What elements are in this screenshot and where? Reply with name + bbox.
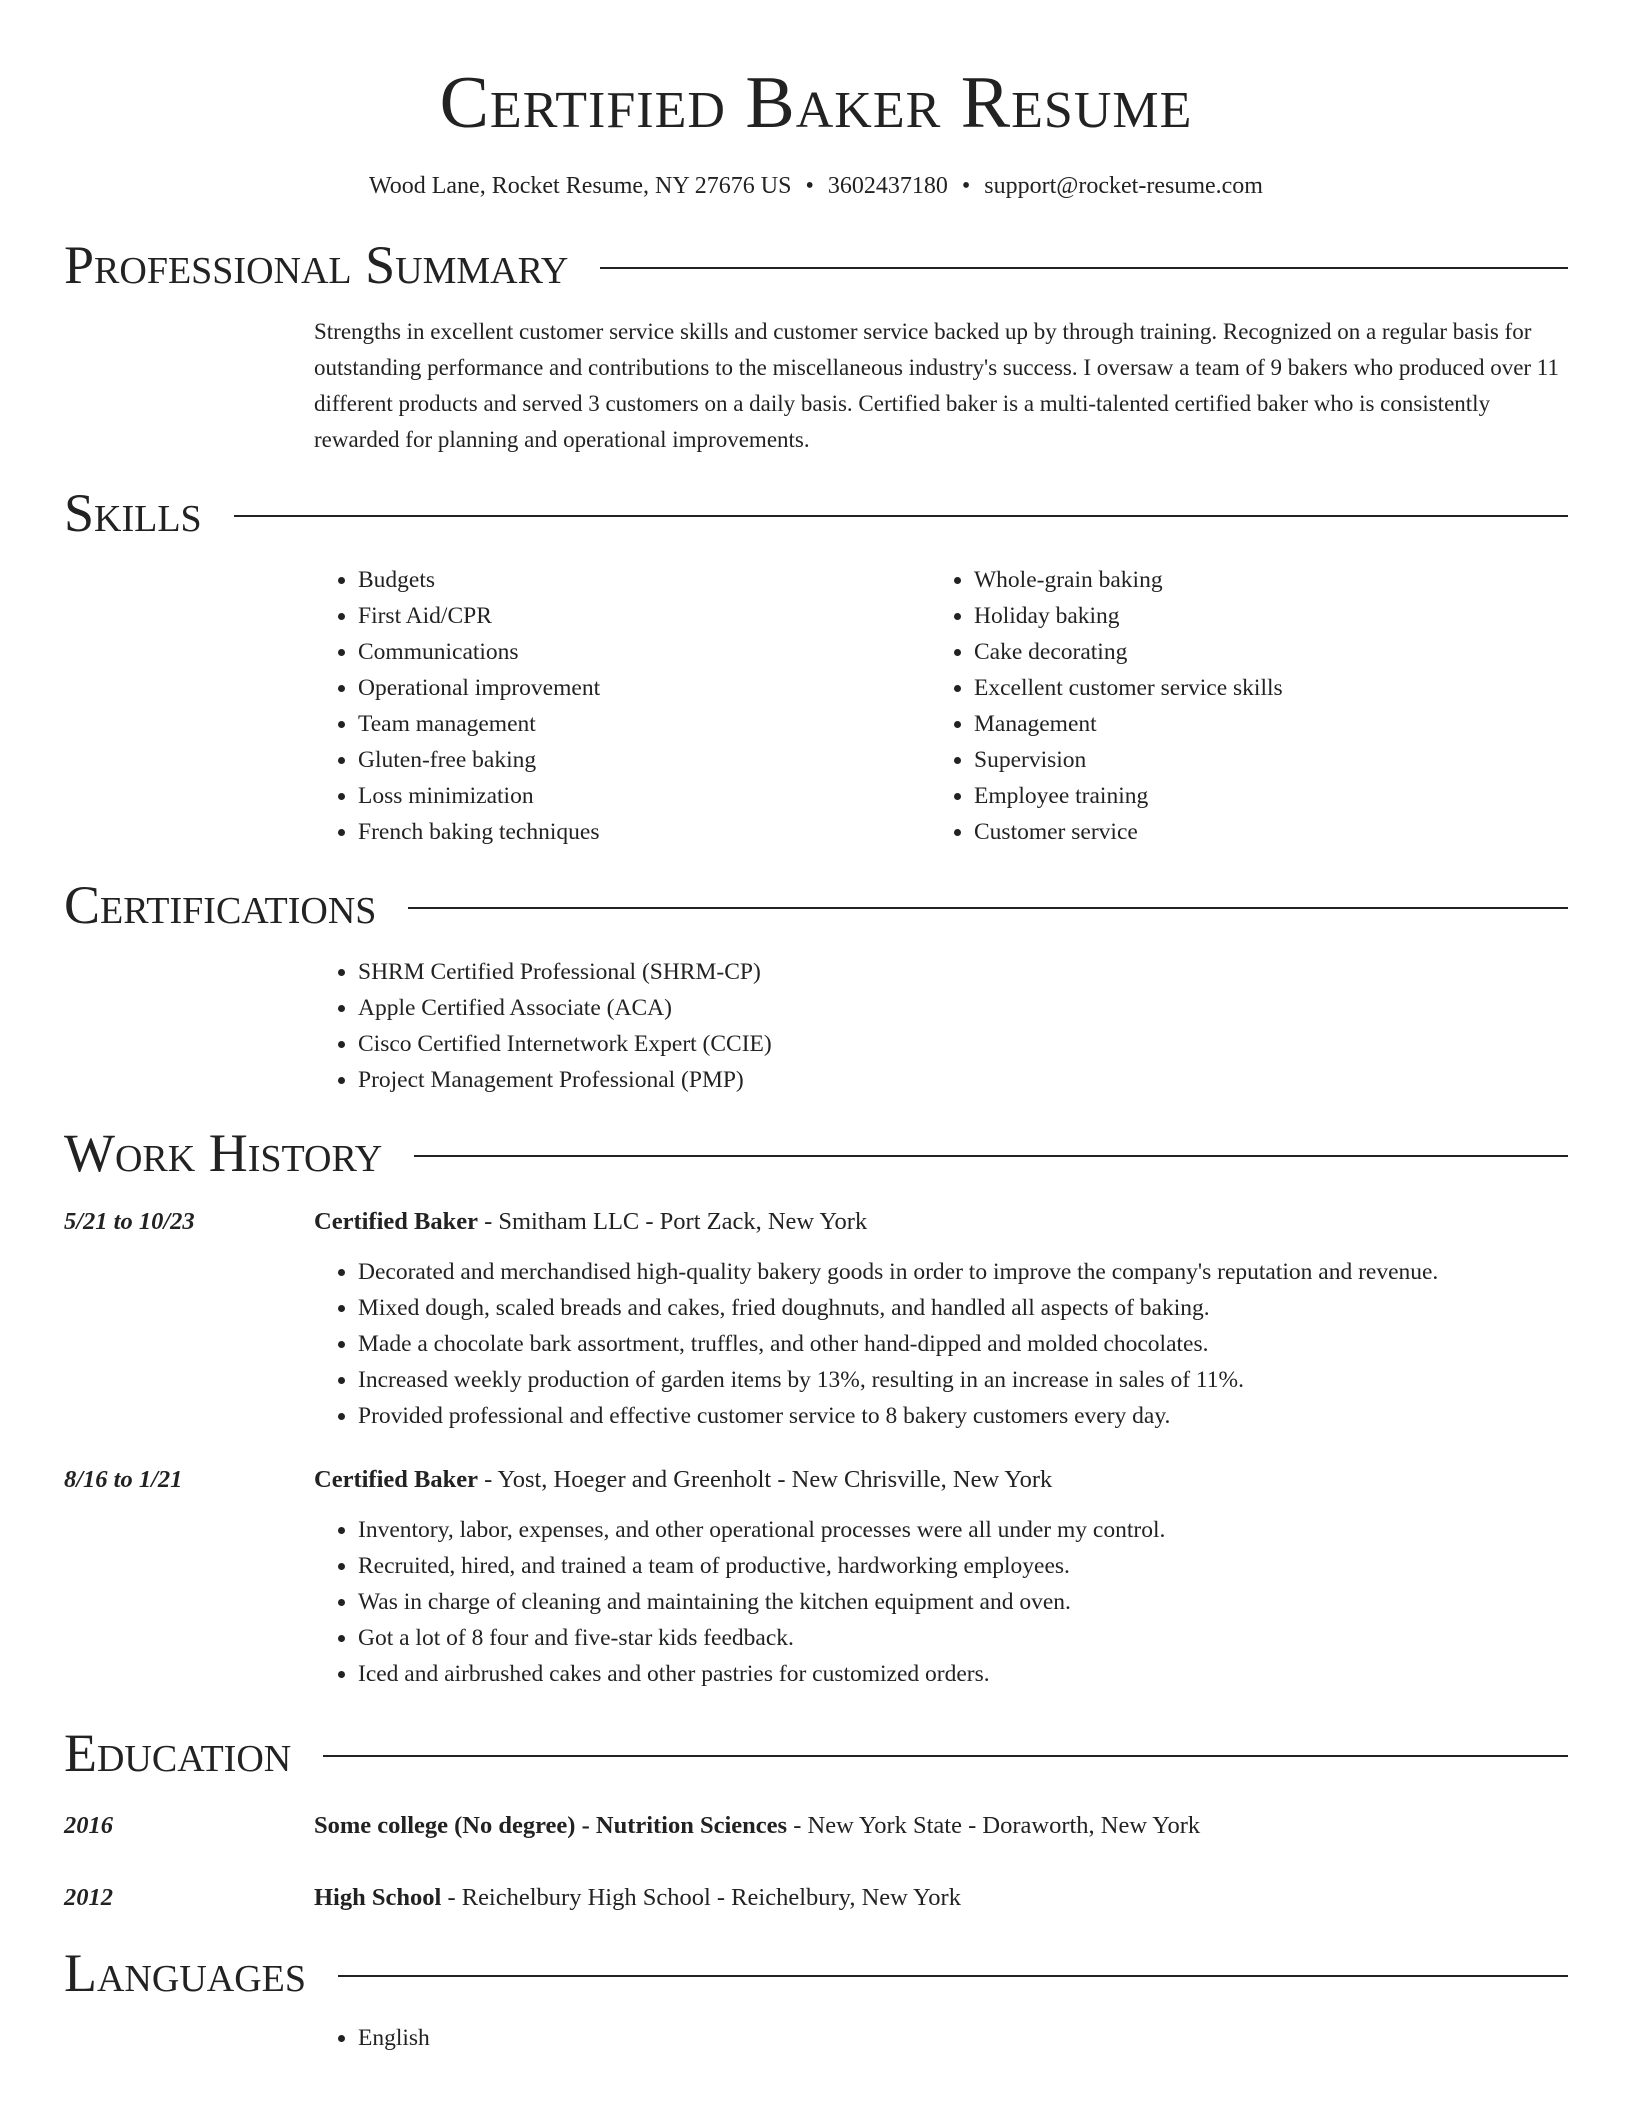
section-title-languages: Languages: [64, 1943, 306, 2003]
section-divider: [323, 1755, 1568, 1757]
section-header-work: [64, 1118, 1568, 1188]
skills-list-left: [314, 562, 930, 850]
skill-item: • First Aid/CPR: [358, 598, 930, 634]
resume-page: [64, 0, 1568, 2056]
section-title-skills: Skills: [64, 483, 202, 543]
certification-item: • SHRM Certified Professional (SHRM-CP): [358, 954, 1568, 990]
education-title-line: [314, 1880, 961, 1916]
job-company: - Smitham LLC - Port Zack, New York: [477, 1208, 868, 1235]
skills-grid: [314, 562, 1568, 850]
education-degree: Some college (No degree) - Nutrition Sciences: [314, 1812, 788, 1839]
job-bullet: • Was in charge of cleaning and maintaining the kitchen equipment and oven.: [358, 1584, 1568, 1620]
contact-separator: •: [961, 173, 971, 199]
certification-item: • Cisco Certified Internetwork Expert (CCIE): [358, 1026, 1568, 1062]
contact-separator: •: [805, 173, 814, 199]
certification-item: • Apple Certified Associate (ACA): [358, 990, 1568, 1026]
job-position: Certified Baker: [314, 1466, 478, 1493]
job-bullets: [314, 1512, 1568, 1692]
education-school: - Reichelbury High School - Reichelbury, New York: [441, 1884, 961, 1911]
section-header-summary: [64, 230, 1568, 300]
job-bullets-block: [314, 1254, 1568, 1434]
job-bullet: • Got a lot of 8 four and five-star kids feedback.: [358, 1620, 1568, 1656]
email: support@rocket-resume.com: [984, 173, 1263, 199]
section-title-certifications: Certifications: [64, 875, 377, 935]
section-header-education: [64, 1718, 1568, 1788]
section-divider: [234, 515, 1568, 517]
skill-item: • Operational improvement: [358, 670, 930, 706]
education-entry: [64, 1808, 1568, 1844]
job-entry: [64, 1462, 1568, 1692]
job-bullets-block: [314, 1512, 1568, 1692]
job-company: - Yost, Hoeger and Greenholt - New Chrisville, New York: [477, 1466, 1053, 1493]
job-bullet: • Decorated and merchandised high-quality bakery goods in order to improve the company's reputation and revenue.: [358, 1254, 1568, 1290]
skills-list-right: [930, 562, 1546, 850]
section-header-languages: [64, 1938, 1568, 2008]
section-header-certifications: [64, 870, 1568, 940]
skill-item: • Budgets: [358, 562, 930, 598]
skill-item: • Loss minimization: [358, 778, 930, 814]
skill-item: • Whole-grain baking: [974, 562, 1546, 598]
languages-block: [314, 2020, 1568, 2056]
skill-item: • Team management: [358, 706, 930, 742]
job-entry: [64, 1204, 1568, 1434]
job-position: Certified Baker: [314, 1208, 478, 1235]
summary-text: Strengths in excellent customer service skills and customer service backed up by through training. Recognized on a regular basis for outstanding performance and contributions to the miscellaneous industry's success. I oversaw a team of 9 bakers who produced over 11 different products and served 3 customers on a daily basis. Certified baker is a multi-talented certified baker who is consistently rewarded for planning and operational improvements.: [314, 319, 1559, 452]
skill-item: • Cake decorating: [974, 634, 1546, 670]
skill-item: • Customer service: [974, 814, 1546, 850]
work-history-list: [64, 1204, 1568, 1692]
language-item: • English: [358, 2020, 1568, 2056]
section-divider: [414, 1155, 1568, 1157]
job-bullet: • Recruited, hired, and trained a team of productive, hardworking employees.: [358, 1548, 1568, 1584]
contact-line: [64, 170, 1568, 202]
section-divider: [408, 907, 1568, 909]
job-bullet: • Iced and airbrushed cakes and other pastries for customized orders.: [358, 1656, 1568, 1692]
education-year: 2012: [64, 1884, 113, 1911]
job-bullet: • Inventory, labor, expenses, and other operational processes were all under my control.: [358, 1512, 1568, 1548]
skill-item: • Employee training: [974, 778, 1546, 814]
resume-title: Certified Baker Resume: [439, 62, 1193, 144]
education-degree: High School: [314, 1884, 442, 1911]
certifications-list: [314, 954, 1568, 1098]
job-header: [64, 1462, 1568, 1498]
address: Wood Lane, Rocket Resume, NY 27676 US: [369, 173, 792, 199]
job-dates: 8/16 to 1/21: [64, 1466, 183, 1493]
education-entry: [64, 1880, 1568, 1916]
education-school: - New York State - Doraworth, New York: [787, 1812, 1201, 1839]
job-bullets: [314, 1254, 1568, 1434]
section-divider: [600, 267, 1568, 269]
job-bullet: • Increased weekly production of garden items by 13%, resulting in an increase in sales of 11%.: [358, 1362, 1568, 1398]
job-header: [64, 1204, 1568, 1240]
education-title-line: [314, 1808, 1200, 1844]
skill-item: • Supervision: [974, 742, 1546, 778]
section-title-work: Work History: [64, 1123, 383, 1183]
section-divider: [338, 1975, 1568, 1977]
skill-item: • French baking techniques: [358, 814, 930, 850]
skills-column-left: [314, 562, 930, 850]
education-list: [64, 1808, 1568, 1916]
job-dates: 5/21 to 10/23: [64, 1208, 195, 1235]
section-title-education: Education: [64, 1723, 292, 1783]
section-title-summary: Professional Summary: [64, 235, 569, 295]
skill-item: • Management: [974, 706, 1546, 742]
job-title-line: [314, 1204, 1568, 1240]
skills-column-right: [930, 562, 1546, 850]
certification-item: • Project Management Professional (PMP): [358, 1062, 1568, 1098]
job-bullet: • Provided professional and effective customer service to 8 bakery customers every day.: [358, 1398, 1568, 1434]
skill-item: • Holiday baking: [974, 598, 1546, 634]
languages-list: [314, 2020, 1568, 2056]
skill-item: • Gluten-free baking: [358, 742, 930, 778]
job-title-line: [314, 1462, 1568, 1498]
job-bullet: • Made a chocolate bark assortment, truffles, and other hand-dipped and molded chocolates.: [358, 1326, 1568, 1362]
certifications-block: [314, 954, 1568, 1098]
job-bullet: • Mixed dough, scaled breads and cakes, fried doughnuts, and handled all aspects of baking.: [358, 1290, 1568, 1326]
skill-item: • Communications: [358, 634, 930, 670]
education-year: 2016: [64, 1812, 113, 1839]
skill-item: • Excellent customer service skills: [974, 670, 1546, 706]
phone: 3602437180: [827, 173, 948, 199]
section-header-skills: [64, 478, 1568, 548]
